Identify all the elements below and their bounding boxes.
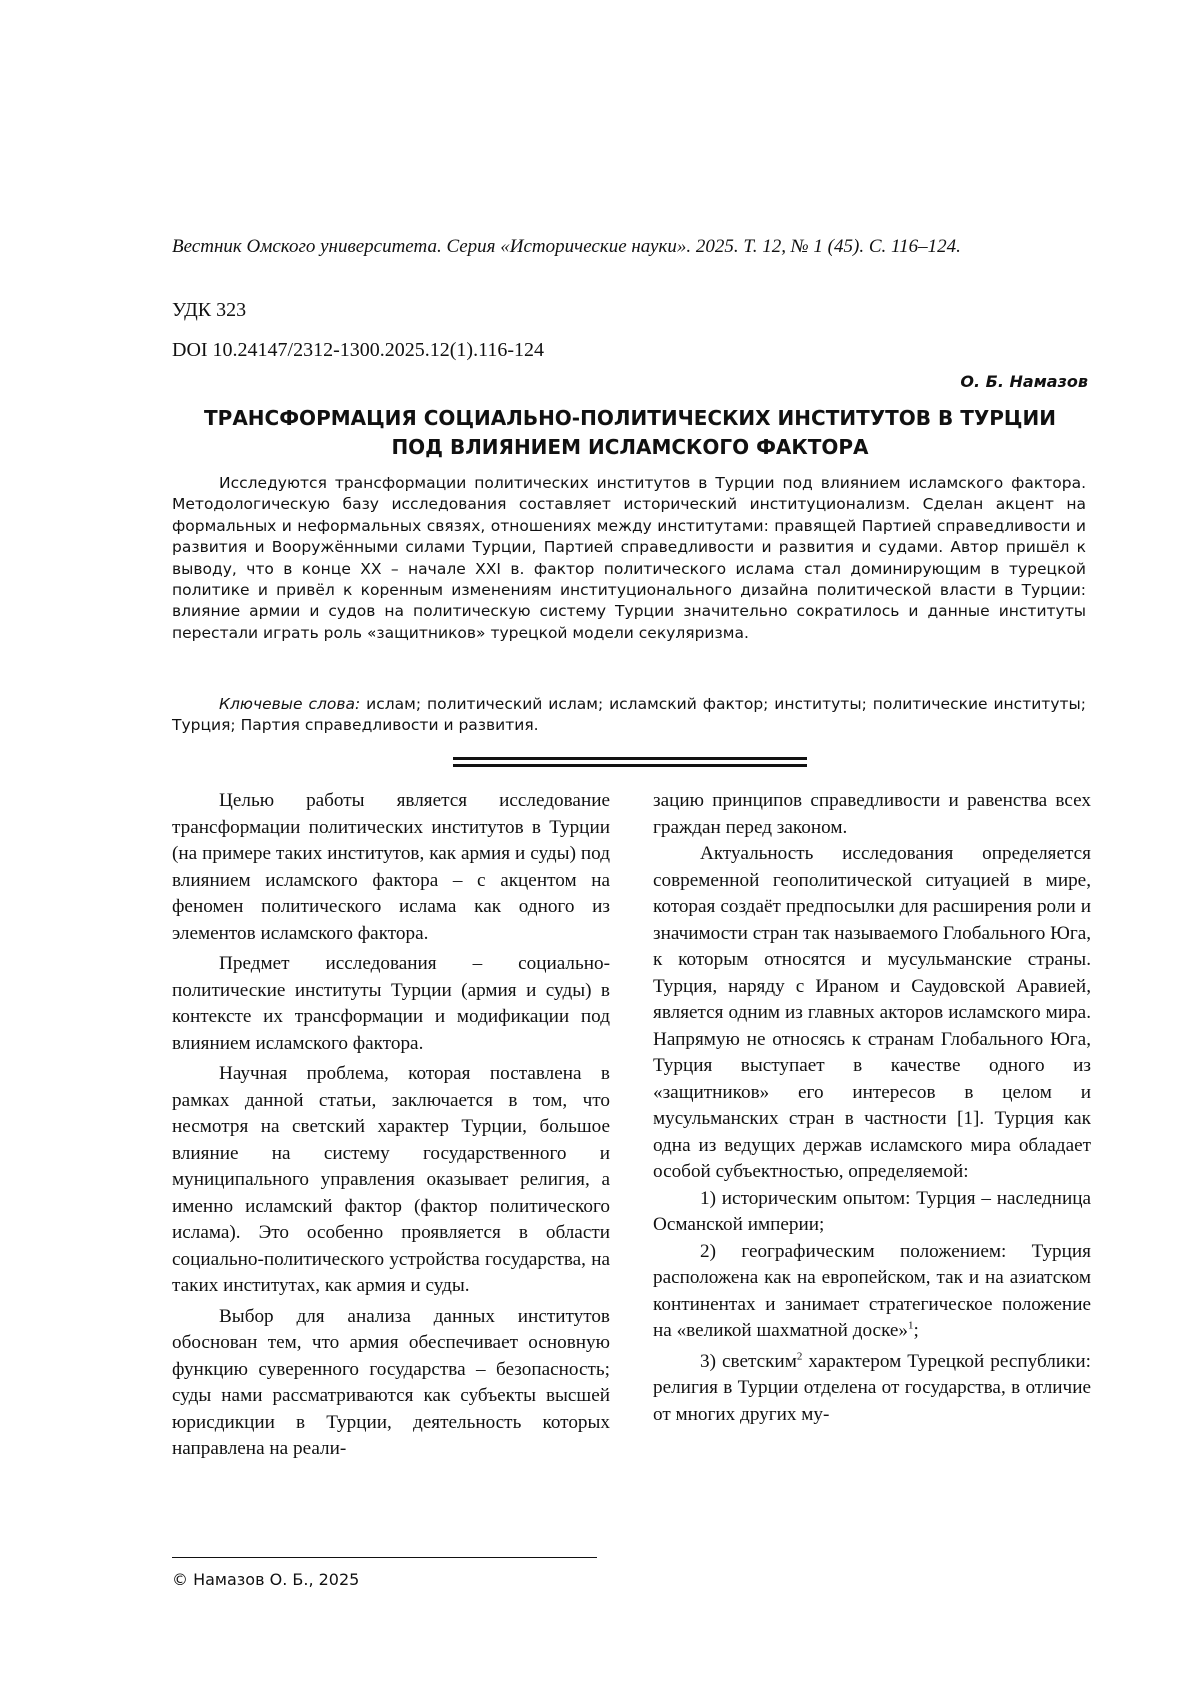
udk-code: УДК 323 [172, 299, 247, 321]
footnote-ref[interactable]: 1 [908, 1319, 914, 1332]
article-title-line-1: ТРАНСФОРМАЦИЯ СОЦИАЛЬНО-ПОЛИТИЧЕСКИХ ИНСТИТУТОВ В ТУРЦИИ [204, 406, 1056, 430]
doi: DOI 10.24147/2312-1300.2025.12(1).116-124 [172, 339, 545, 361]
article-title-line-2: ПОД ВЛИЯНИЕМ ИСЛАМСКОГО ФАКТОРА [391, 435, 869, 459]
abstract: Исследуются трансформации политических институтов в Турции под влиянием исламского фактора. Методологическую базу исследования составляет исторический институционализм. Сделан акцент на формальных и неформальных связях, отношениях между институтами: правящей Партией справедливости и развития и Вооружёнными силами Турции, Партией справедливости и развития и судами. Автор пришёл к выводу, что в конце XX – начале XXI в. фактор политического ислама стал доминирующим в турецкой политике и привёл к коренным изменениям институционального дизайна политической власти в Турции: влияние армии и судов на политическую систему Турции значительно сократилось и данные институты перестали играть роль «защитников» турецкой модели секуляризма. [172, 474, 1086, 642]
body-paragraph: Предмет исследования – социально-политические институты Турции (армия и суды) в контексте их трансформации и модификации под влиянием исламского фактора. [172, 953, 610, 1054]
section-divider-bottom [453, 764, 807, 767]
list-item-text: 3) светским [700, 1350, 797, 1372]
list-item: 1) историческим опытом: Турция – наследница Османской империи; [653, 1187, 1091, 1235]
list-item-text: характером Турецкой республики: религия в Турции отделена от государства, в отличие от многих других му- [653, 1350, 1091, 1425]
body-paragraph: Научная проблема, которая поставлена в рамках данной статьи, заключается в том, что несмотря на светский характер Турции, большое влияние на систему государственного и муниципального управления оказывает религия, а именно исламский фактор (фактор политического ислама). Это особенно проявляется в области социально-политического устройства государства, на таких институтах, как армия и суды. [172, 1063, 610, 1296]
list-item-end: ; [913, 1320, 919, 1341]
list-item-text: 2) географическим положением: Турция расположена как на европейском, так и на азиатском континентах и занимает стратегическое положение на «великой шахматной доске» [653, 1240, 1091, 1341]
keywords [172, 694, 1086, 737]
body-paragraph: Актуальность исследования определяется современной геополитической ситуацией в мире, которая создаёт предпосылки для расширения роли и значимости стран так называемого Глобального Юга, к которым относятся и мусульманские страны. Турция, наряду с Ираном и Саудовской Аравией, является одним из главных акторов исламского мира. Напрямую не относясь к странам Глобального Юга, Турция выступает в качестве одного из «защитников» его интересов в целом и мусульманских стран в частности [1]. Турция как одна из ведущих держав исламского мира обладает особой субъектностью, определяемой: [653, 843, 1092, 1182]
body-paragraph: Целью работы является исследование трансформации политических институтов в Турции (на примере таких институтов, как армия и суды) под влиянием исламского фактора – с акцентом на феномен политического ислама как одного из элементов исламского фактора. [172, 790, 610, 944]
right-column [653, 788, 1091, 1428]
left-column [172, 788, 610, 1463]
copyright: © Намазов О. Б., 2025 [172, 1570, 360, 1589]
section-divider-top [453, 757, 807, 760]
footnote-ref[interactable]: 2 [796, 1350, 803, 1363]
journal-citation: Вестник Омского университета. Серия «Исторические науки». 2025. Т. 12, № 1 (45). С. 116–124. [172, 236, 961, 257]
list-item [653, 1239, 1091, 1345]
keywords-label: Ключевые слова: [219, 695, 361, 713]
list-item [653, 1349, 1091, 1429]
body-paragraph: зацию принципов справедливости и равенства всех граждан перед законом. [653, 790, 1091, 838]
footnote-rule [172, 1557, 597, 1558]
keywords-text: ислам; политический ислам; исламский фактор; институты; политические институты; Турция; Партия справедливости и развития. [172, 695, 1087, 735]
body-paragraph: Выбор для анализа данных институтов обоснован тем, что армия обеспечивает основную функцию суверенного государства – безопасность; суды нами рассматриваются как субъекты высшей юрисдикции в Турции, деятельность которых направлена на реали- [172, 1305, 610, 1459]
author-name: О. Б. Намазов [960, 372, 1088, 391]
